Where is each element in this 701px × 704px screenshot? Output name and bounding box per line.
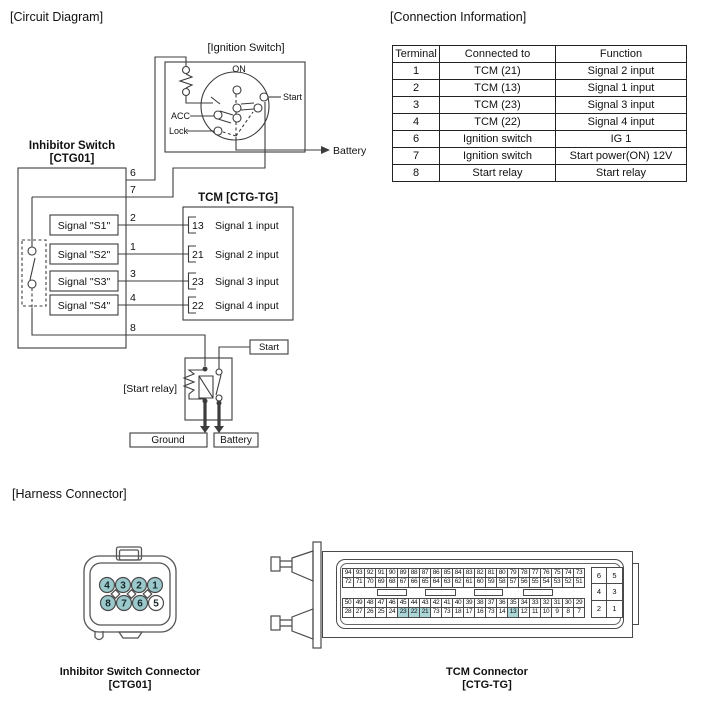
tcm-pin-cell: 31 xyxy=(551,598,563,608)
tcm-pin-row-1 xyxy=(342,568,585,578)
top-tab xyxy=(117,547,142,560)
pin-number: 5 xyxy=(153,598,159,610)
tcm-pin-row-3 xyxy=(342,598,585,608)
bracket-bar xyxy=(313,542,321,648)
battery-arrowhead xyxy=(321,146,330,154)
tcm-pin-row-4 xyxy=(342,608,585,618)
tcm-pin-cell: 34 xyxy=(518,598,530,608)
tcm-pin-cell: 69 xyxy=(375,578,387,588)
bottom-clip-arm xyxy=(280,620,292,626)
battery-arrow-label: Battery xyxy=(333,145,367,157)
tcm-pin-cell: 56 xyxy=(518,578,530,588)
acc-label: ACC xyxy=(171,111,191,121)
cell-function: Signal 3 input xyxy=(556,97,687,114)
bottom-clip xyxy=(271,616,280,630)
signal-s1-label: Signal "S1" xyxy=(57,220,111,232)
cell-terminal: 7 xyxy=(393,148,440,165)
inhibitor-internal-switch xyxy=(28,247,36,288)
cell-function: Signal 4 input xyxy=(556,114,687,131)
top-tab-inner xyxy=(120,550,139,560)
tcm-pin-cell: 9 xyxy=(551,608,563,618)
tcm-pin-23: 23 xyxy=(192,276,204,288)
cell-connected-to: TCM (23) xyxy=(440,97,556,114)
tcm-pin-cell: 68 xyxy=(386,578,398,588)
table-header-row xyxy=(393,46,687,63)
relay-contact-blade xyxy=(216,375,221,395)
tcm-pin-cell: 57 xyxy=(507,578,519,588)
tcm-pin-22: 22 xyxy=(192,300,204,312)
tcm-pin-cell: 17 xyxy=(463,608,475,618)
tcm-pin-cell: 41 xyxy=(441,598,453,608)
tcm-pin-22-label: Signal 4 input xyxy=(215,300,279,312)
col-connected-to: Connected to xyxy=(440,46,556,63)
tcm-pin-cell: 38 xyxy=(474,598,486,608)
junction-dot xyxy=(203,367,208,372)
tcm-pin-cell: 11 xyxy=(529,608,541,618)
table-row xyxy=(393,80,687,97)
key-tab xyxy=(425,589,456,596)
caption-line2: [CTG01] xyxy=(108,679,152,691)
col-function: Function xyxy=(556,46,687,63)
rotary-blade-right xyxy=(241,103,254,110)
table-row xyxy=(393,114,687,131)
caption-line1: TCM Connector xyxy=(446,666,528,678)
relay-coil-resistor xyxy=(184,370,205,399)
tcm-pin-cell: 65 xyxy=(419,578,431,588)
relay-contact-top xyxy=(216,369,222,375)
tcm-pin-cell: 52 xyxy=(562,578,574,588)
blade-right-contact xyxy=(254,104,262,112)
wire-label-7: 7 xyxy=(130,184,136,196)
coil-bottom-terminal xyxy=(183,89,190,96)
tcm-pin-cell: 10 xyxy=(540,608,552,618)
pin-number: 3 xyxy=(120,580,126,592)
tcm-pin-cell: 78 xyxy=(518,568,530,578)
inhibitor-switch-code: [CTG01] xyxy=(49,153,95,165)
ignition-coil-zigzag xyxy=(180,74,192,88)
tcm-pin-cell: 73 xyxy=(430,608,442,618)
pin-number: 6 xyxy=(137,598,143,610)
tcm-pin-cell: 22 xyxy=(408,608,420,618)
tcm-side-pin-cell: 6 xyxy=(591,567,607,584)
cell-connected-to: Start relay xyxy=(440,165,556,182)
tcm-pin-21: 21 xyxy=(192,249,204,261)
circuit-diagram xyxy=(0,30,390,460)
wire-label-6: 6 xyxy=(130,167,136,179)
tcm-pin-cell: 79 xyxy=(507,568,519,578)
tcm-pin-cell: 91 xyxy=(375,568,387,578)
tcm-pin-cell: 36 xyxy=(496,598,508,608)
col-terminal: Terminal xyxy=(393,46,440,63)
caption-line2: [CTG-TG] xyxy=(462,679,512,691)
cell-connected-to: Ignition switch xyxy=(440,131,556,148)
tcm-pin-cell: 87 xyxy=(419,568,431,578)
cell-terminal: 1 xyxy=(393,63,440,80)
tcm-pin-cell: 26 xyxy=(364,608,376,618)
tcm-pin-cell: 23 xyxy=(397,608,409,618)
signal-s3-label: Signal "S3" xyxy=(57,276,111,288)
tcm-pin-cell: 67 xyxy=(397,578,409,588)
cell-terminal: 8 xyxy=(393,165,440,182)
inhibitor-switch-connector xyxy=(78,544,182,646)
key-tab xyxy=(523,589,553,596)
cell-connected-to: TCM (21) xyxy=(440,63,556,80)
lower-center-contact xyxy=(233,114,241,122)
pin-number: 8 xyxy=(105,598,111,610)
tcm-pin-cell: 73 xyxy=(485,608,497,618)
tcm-pin-cell: 81 xyxy=(485,568,497,578)
start-label: Start xyxy=(283,92,303,102)
relay-contact-bottom xyxy=(216,395,222,401)
tcm-pin-cell: 73 xyxy=(441,608,453,618)
lock-label: Lock xyxy=(169,126,189,136)
tcm-connector-caption xyxy=(387,666,587,692)
pin-number: 1 xyxy=(152,580,158,592)
pin-number: 2 xyxy=(136,580,142,592)
pin-number: 4 xyxy=(104,580,110,592)
tcm-pin-cell: 33 xyxy=(529,598,541,608)
tcm-pin-cell: 53 xyxy=(551,578,563,588)
tcm-pin-cell: 27 xyxy=(353,608,365,618)
start-relay-label: [Start relay] xyxy=(123,383,177,395)
tcm-pin-cell: 54 xyxy=(540,578,552,588)
tcm-pin-cell: 25 xyxy=(375,608,387,618)
tcm-connector-bracket xyxy=(266,538,326,652)
center-contact xyxy=(233,104,241,112)
tcm-pin-cell: 63 xyxy=(441,578,453,588)
tcm-pin-13: 13 xyxy=(192,220,204,232)
cell-function: Signal 1 input xyxy=(556,80,687,97)
tcm-pin-cell: 58 xyxy=(496,578,508,588)
top-clip-wedge xyxy=(292,551,313,581)
wire-label-2: 2 xyxy=(130,212,136,224)
tcm-pin-cell: 88 xyxy=(408,568,420,578)
tcm-side-pin-cell: 1 xyxy=(607,601,623,618)
tcm-pin-cell: 16 xyxy=(474,608,486,618)
tcm-pin-cell: 93 xyxy=(353,568,365,578)
start-box-label: Start xyxy=(258,342,280,353)
tcm-pin-cell: 71 xyxy=(353,578,365,588)
cell-connected-to: TCM (13) xyxy=(440,80,556,97)
tcm-pin-cell: 77 xyxy=(529,568,541,578)
tcm-pin-cell: 74 xyxy=(562,568,574,578)
tcm-pin-cell: 28 xyxy=(342,608,354,618)
coil-to-acc-wire xyxy=(186,96,213,103)
tcm-side-pin-grid xyxy=(591,567,623,618)
tcm-pin-cell: 32 xyxy=(540,598,552,608)
table-row xyxy=(393,165,687,182)
tcm-side-pin-cell: 2 xyxy=(591,601,607,618)
tcm-pin-cell: 18 xyxy=(452,608,464,618)
tcm-pin-row-2 xyxy=(342,578,585,588)
tcm-side-pin-cell: 4 xyxy=(591,584,607,601)
pin-number: 7 xyxy=(121,598,127,610)
signal-s4-label: Signal "S4" xyxy=(57,300,111,312)
tcm-pin-cell: 64 xyxy=(430,578,442,588)
inhibitor-connector-caption xyxy=(30,666,230,692)
coil-top-terminal xyxy=(183,67,190,74)
tcm-pin-cell: 83 xyxy=(463,568,475,578)
tcm-pin-cell: 24 xyxy=(386,608,398,618)
cell-terminal: 3 xyxy=(393,97,440,114)
arrowheads xyxy=(200,146,330,433)
ground-box-label: Ground xyxy=(151,435,185,446)
tcm-pin-cell: 7 xyxy=(573,608,585,618)
tcm-pin-cell: 60 xyxy=(474,578,486,588)
acc-contact xyxy=(214,111,222,119)
tcm-pin-cell: 14 xyxy=(496,608,508,618)
cell-function: Start relay xyxy=(556,165,687,182)
tcm-pin-cell: 44 xyxy=(408,598,420,608)
top-clip xyxy=(271,557,280,571)
battery-box-label: Battery xyxy=(220,435,252,446)
tcm-pin-cell: 85 xyxy=(441,568,453,578)
ground-arrowhead xyxy=(200,426,210,433)
cell-function: Signal 2 input xyxy=(556,63,687,80)
wire-label-3: 3 xyxy=(130,268,136,280)
caption-line1: Inhibitor Switch Connector xyxy=(59,666,201,678)
tcm-pin-cell: 84 xyxy=(452,568,464,578)
cell-terminal: 2 xyxy=(393,80,440,97)
tcm-pin-13-label: Signal 1 input xyxy=(215,220,279,232)
cell-function: Start power(ON) 12V xyxy=(556,148,687,165)
tcm-pin-cell: 86 xyxy=(430,568,442,578)
cell-function: IG 1 xyxy=(556,131,687,148)
tcm-side-pin-cell: 3 xyxy=(607,584,623,601)
cell-connected-to: Ignition switch xyxy=(440,148,556,165)
tcm-pin-cell: 92 xyxy=(364,568,376,578)
battery-box-arrowhead xyxy=(214,426,224,433)
key-tab xyxy=(474,589,503,596)
switch-upper-contact xyxy=(28,247,36,255)
cell-terminal: 6 xyxy=(393,131,440,148)
switch-lower-contact xyxy=(28,280,36,288)
inhibitor-switch-title: Inhibitor Switch xyxy=(28,140,116,152)
wire-8 xyxy=(32,308,205,366)
key-tab xyxy=(377,589,407,596)
tcm-pin-cell: 89 xyxy=(397,568,409,578)
tcm-pin-cell: 13 xyxy=(507,608,519,618)
tcm-pin-cell: 62 xyxy=(452,578,464,588)
harness-connector-title: [Harness Connector] xyxy=(12,487,127,501)
tcm-pin-cell: 90 xyxy=(386,568,398,578)
table-row xyxy=(393,131,687,148)
tcm-pin-cell: 39 xyxy=(463,598,475,608)
tcm-pin-cell: 55 xyxy=(529,578,541,588)
connection-table xyxy=(392,45,687,182)
signal-s2-label: Signal "S2" xyxy=(57,249,111,261)
tcm-pin-cell: 8 xyxy=(562,608,574,618)
battery-wire xyxy=(236,137,321,150)
on-label: ON xyxy=(232,64,246,74)
tcm-pin-cell: 46 xyxy=(386,598,398,608)
wire-label-1: 1 xyxy=(130,241,136,253)
mounting-bracket xyxy=(271,542,321,648)
table-row xyxy=(393,148,687,165)
tcm-pin-cell: 70 xyxy=(364,578,376,588)
tcm-pin-cell: 37 xyxy=(485,598,497,608)
circuit-diagram-title: [Circuit Diagram] xyxy=(10,10,104,24)
tcm-pin-cell: 40 xyxy=(452,598,464,608)
junction-dot xyxy=(217,401,222,406)
tcm-pin-23-label: Signal 3 input xyxy=(215,276,279,288)
wire-label-4: 4 xyxy=(130,292,136,304)
tcm-pin-cell: 73 xyxy=(573,568,585,578)
tcm-pin-cell: 94 xyxy=(342,568,354,578)
lock-contact xyxy=(214,127,222,135)
tcm-connector-right-tab xyxy=(632,563,639,625)
tcm-pin-cell: 12 xyxy=(518,608,530,618)
tcm-pin-cell: 72 xyxy=(342,578,354,588)
tcm-pin-cell: 66 xyxy=(408,578,420,588)
junction-dot xyxy=(203,399,208,404)
tcm-pin-cell: 45 xyxy=(397,598,409,608)
connection-information-title: [Connection Information] xyxy=(390,10,527,24)
tcm-pin-cell: 59 xyxy=(485,578,497,588)
tcm-pin-cell: 80 xyxy=(496,568,508,578)
cell-terminal: 4 xyxy=(393,114,440,131)
tcm-pin-cell: 50 xyxy=(342,598,354,608)
tcm-pin-cell: 35 xyxy=(507,598,519,608)
tcm-title: TCM [CTG-TG] xyxy=(198,192,278,204)
tcm-pin-cell: 76 xyxy=(540,568,552,578)
rotary-dashed-lock xyxy=(223,132,236,136)
tcm-pin-cell: 48 xyxy=(364,598,376,608)
tcm-pin-cell: 51 xyxy=(573,578,585,588)
tcm-pin-cell: 30 xyxy=(562,598,574,608)
tcm-pin-cell: 47 xyxy=(375,598,387,608)
top-clip-arm xyxy=(280,561,292,567)
table-row xyxy=(393,63,687,80)
table-row xyxy=(393,97,687,114)
tcm-pin-cell: 82 xyxy=(474,568,486,578)
tcm-pin-cell: 43 xyxy=(419,598,431,608)
tcm-pin-cell: 75 xyxy=(551,568,563,578)
tcm-pin-cell: 42 xyxy=(430,598,442,608)
tcm-side-pin-cell: 5 xyxy=(607,567,623,584)
tcm-pin-cell: 21 xyxy=(419,608,431,618)
tcm-pin-21-label: Signal 2 input xyxy=(215,249,279,261)
tcm-pin-cell: 61 xyxy=(463,578,475,588)
wire-label-8: 8 xyxy=(130,322,136,334)
relay-coil-box xyxy=(199,376,213,398)
on-contact xyxy=(233,86,241,94)
bottom-tab xyxy=(119,632,142,638)
start-contact xyxy=(260,93,268,101)
bottom-clip-wedge xyxy=(292,609,313,639)
tcm-pin-cell: 29 xyxy=(573,598,585,608)
ignition-switch-label: [Ignition Switch] xyxy=(207,42,285,54)
tcm-pin-cell: 49 xyxy=(353,598,365,608)
inhibitor-switch-blade xyxy=(30,258,35,280)
cell-connected-to: TCM (22) xyxy=(440,114,556,131)
